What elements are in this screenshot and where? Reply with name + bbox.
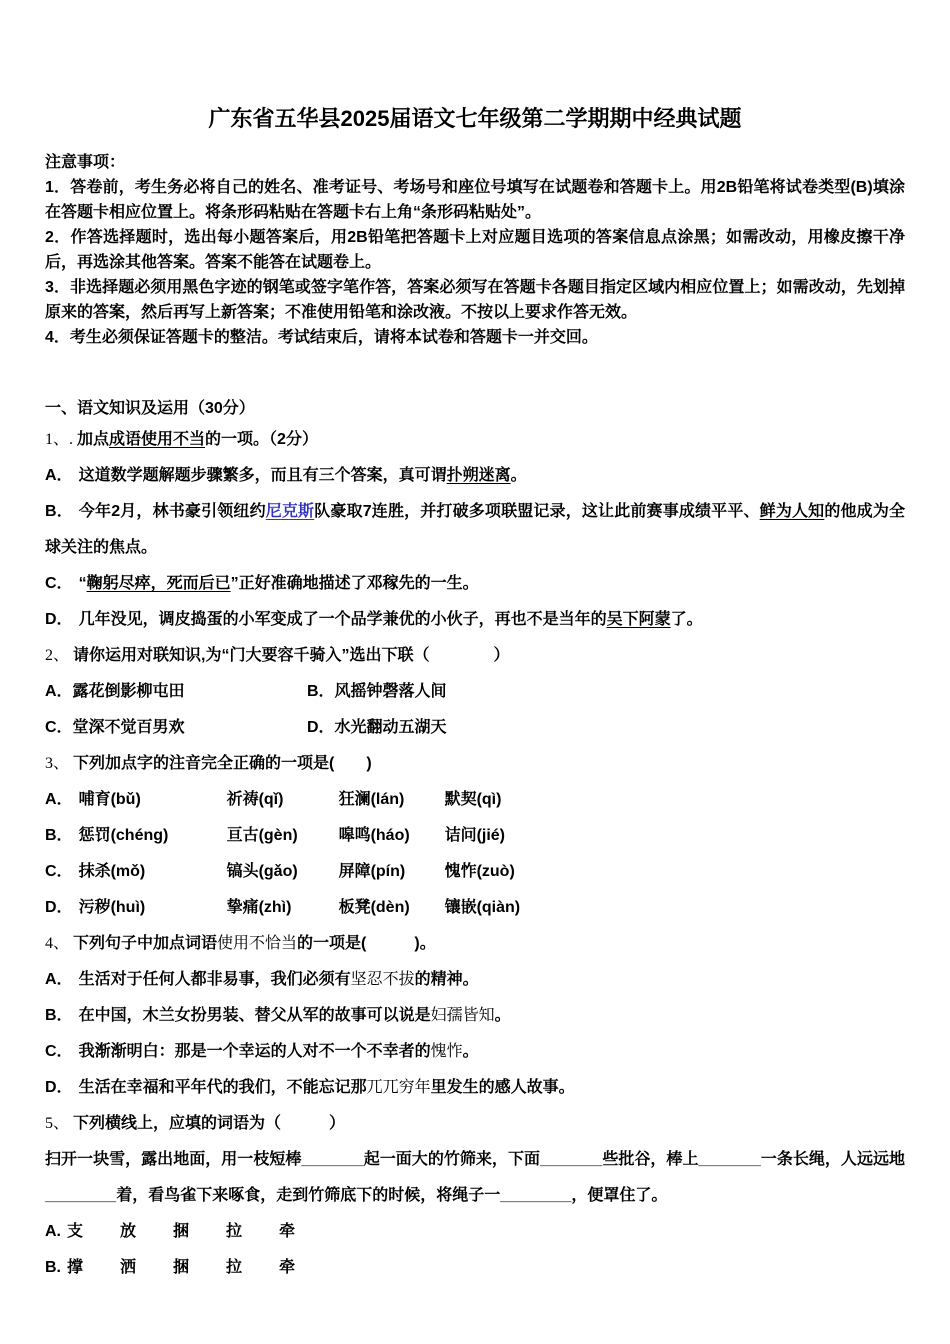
page-title: 广东省五华县2025届语文七年级第二学期期中经典试题	[208, 106, 742, 131]
option-text: A．露花倒影柳屯田	[45, 683, 185, 700]
text-segment: 成语使用不当	[109, 431, 206, 448]
answer-word: 撑	[67, 1259, 84, 1276]
text-segment: 这道数学题解题步骤繁多，而且有三个答案，真可谓	[78, 467, 447, 484]
pinyin-word: 挚痛(zhì)	[226, 899, 292, 916]
text-segment: 的一项是( )。	[297, 935, 436, 952]
question-5-option-b	[45, 1250, 905, 1286]
answer-word: 洒	[120, 1259, 137, 1276]
option-text	[79, 467, 527, 484]
option-text	[79, 575, 479, 592]
option-label: C．	[45, 1043, 73, 1060]
pinyin-word: 镶嵌(qiàn)	[444, 899, 521, 916]
pinyin-word: 亘古(gèn)	[226, 827, 298, 844]
pinyin-word: 哺育(bǔ)	[78, 791, 141, 808]
question-1-option-c	[45, 566, 905, 602]
option-text: C．堂深不觉百男欢	[45, 719, 185, 736]
answer-word: 牵	[279, 1259, 296, 1276]
text-segment: 加点	[77, 431, 110, 448]
option-label: B.	[45, 1259, 61, 1276]
text-segment: 妇孺皆知	[430, 1007, 495, 1024]
pinyin-word: 愧怍(zuò)	[444, 863, 515, 880]
pinyin-word: 默契(qì)	[444, 791, 502, 808]
question-number: 4、	[45, 935, 70, 952]
text-segment: 鲜为人知	[759, 503, 825, 520]
text-segment: 的精神。	[414, 971, 479, 988]
notice-heading: 注意事项：	[45, 154, 126, 171]
option-label: D．	[45, 611, 73, 628]
question-5-passage: 扫开一块雪，露出地面，用一枝短棒_______起一面大的竹筛来，下面_______些批谷，棒上_______一条长绳，人远远地________着，看鸟雀下来啄食，走到竹筛底下的时候，将绳子一________，便罩住了。	[45, 1151, 905, 1204]
option-text	[79, 611, 703, 628]
pinyin-word: 板凳(dèn)	[338, 899, 410, 916]
text-segment: 队豪取7连胜，并打破多项联盟记录，这让此前赛事成绩平平、	[314, 503, 760, 520]
question-stem-text	[73, 935, 436, 952]
pinyin-word: 狂澜(lán)	[338, 791, 405, 808]
question-4-option-a	[45, 962, 905, 998]
text-segment: 里发生的感人故事。	[430, 1079, 575, 1096]
option-label: A．	[45, 791, 73, 808]
pinyin-word: 抹杀(mǒ)	[78, 863, 146, 880]
answer-word: 捆	[173, 1223, 190, 1240]
question-number: 3、	[45, 755, 70, 772]
question-2-options-row	[45, 674, 905, 710]
question-1-stem	[45, 422, 905, 458]
text-segment: 吴下阿蒙	[606, 611, 671, 628]
option-label: C．	[45, 863, 73, 880]
pinyin-word: 嗥鸣(háo)	[338, 827, 410, 844]
question-number: 2、	[45, 647, 70, 664]
question-1-option-b	[45, 494, 905, 566]
option-text	[79, 1043, 479, 1060]
question-stem-text: 下列加点字的注音完全正确的一项是( )	[73, 755, 372, 772]
section-heading: 一、语文知识及运用（30分）	[45, 400, 255, 417]
option-text: D．水光翻动五湖天	[307, 719, 447, 736]
text-segment: 鞠躬尽瘁，死而后已	[86, 575, 231, 592]
question-stem-text	[77, 431, 318, 448]
text-segment: 坚忍不拔	[350, 971, 415, 988]
option-label: B．	[45, 503, 73, 520]
text-segment: 生活在幸福和平年代的我们，不能忘记那	[78, 1079, 367, 1096]
text-segment: 兀兀穷年	[366, 1079, 431, 1096]
text-segment: 生活对于任何人都非易事，我们必须有	[78, 971, 351, 988]
answer-word: 拉	[226, 1223, 243, 1240]
question-3-option-c	[45, 854, 905, 890]
answer-word: 捆	[173, 1259, 190, 1276]
pinyin-word: 祈祷(qǐ)	[226, 791, 284, 808]
question-1-option-a	[45, 458, 905, 494]
question-4-option-b	[45, 998, 905, 1034]
notice-item: 1．答卷前，考生务必将自己的姓名、准考证号、考场号和座位号填写在试题卷和答题卡上。用2B铅笔将试卷类型(B)填涂在答题卡相应位置上。将条形码粘贴在答题卡右上角“条形码粘贴处”。	[45, 179, 905, 221]
answer-word: 放	[120, 1223, 137, 1240]
questions-area	[45, 422, 905, 1286]
notice-section	[45, 150, 905, 350]
option-label: B．	[45, 1007, 73, 1024]
option-label: C．	[45, 575, 73, 592]
question-stem-text: 下列横线上，应填的词语为（ ）	[73, 1115, 346, 1132]
option-text	[45, 503, 905, 556]
text-segment: 。	[494, 1007, 511, 1024]
option-text	[79, 1079, 575, 1096]
text-segment: 我渐渐明白：那是一个幸运的人对不一个不幸者的	[78, 1043, 431, 1060]
question-number: 5、	[45, 1115, 70, 1132]
question-2-stem	[45, 638, 905, 674]
question-3-option-d	[45, 890, 905, 926]
text-segment: ”正好准确地描述了邓稼先的一生。	[230, 575, 479, 592]
text-segment: “	[78, 575, 87, 592]
question-4-stem	[45, 926, 905, 962]
text-segment: 扑朔迷离	[446, 467, 511, 484]
option-text	[79, 1007, 511, 1024]
text-segment: 的一项。（2分）	[205, 431, 318, 448]
question-4-option-d	[45, 1070, 905, 1106]
option-label: A.	[45, 1223, 61, 1240]
answer-word: 牵	[279, 1223, 296, 1240]
question-3-stem	[45, 746, 905, 782]
question-2-options-row	[45, 710, 905, 746]
question-3-option-a	[45, 782, 905, 818]
text-segment: 下列句子中加点词语	[73, 935, 218, 952]
notice-item: 3．非选择题必须用黑色字迹的钢笔或签字笔作答，答案必须写在答题卡各题目指定区域内相应位置上；如需改动，先划掉原来的答案，然后再写上新答案；不准使用铅笔和涂改液。不按以上要求作答无效。	[45, 279, 905, 321]
question-5-option-a	[45, 1214, 905, 1250]
pinyin-word: 屏障(pín)	[338, 863, 406, 880]
question-3-option-b	[45, 818, 905, 854]
pinyin-word: 诘问(jié)	[444, 827, 506, 844]
text-segment: 使用不恰当	[217, 935, 298, 952]
pinyin-word: 镐头(gǎo)	[226, 863, 298, 880]
option-text	[79, 971, 479, 988]
text-segment: 几年没见，调皮捣蛋的小军变成了一个品学兼优的小伙子，再也不是当年的	[78, 611, 607, 628]
question-1-option-d	[45, 602, 905, 638]
text-segment: 今年2月，林书豪引领纽约	[78, 503, 266, 520]
answer-word: 拉	[226, 1259, 243, 1276]
text-segment: 愧怍	[430, 1043, 463, 1060]
question-4-option-c	[45, 1034, 905, 1070]
question-number: 1、.	[45, 431, 74, 448]
text-segment: 的他成为全球关注的焦点。	[45, 503, 905, 556]
text-segment: 。	[462, 1043, 479, 1060]
question-stem-text: 请你运用对联知识,为“门大要容千骑入”选出下联（ ）	[73, 647, 510, 664]
notice-item: 4．考生必须保证答题卡的整洁。考试结束后，请将本试卷和答题卡一并交回。	[45, 329, 598, 346]
option-label: B．	[45, 827, 73, 844]
notice-item: 2．作答选择题时，选出每小题答案后，用2B铅笔把答题卡上对应题目选项的答案信息点涂黑；如需改动，用橡皮擦干净后，再选涂其他答案。答案不能答在试题卷上。	[45, 229, 905, 271]
question-5-stem	[45, 1106, 905, 1142]
option-label: A．	[45, 467, 73, 484]
option-label: A．	[45, 971, 73, 988]
text-segment: 在中国，木兰女扮男装、替父从军的故事可以说是	[78, 1007, 431, 1024]
text-segment: 了。	[670, 611, 703, 628]
option-label: D．	[45, 899, 73, 916]
pinyin-word: 惩罚(chéng)	[78, 827, 169, 844]
text-segment: 。	[510, 467, 527, 484]
inline-hyperlink[interactable]: 尼克斯	[265, 503, 315, 520]
answer-word: 支	[67, 1223, 84, 1240]
option-label: D．	[45, 1079, 73, 1096]
option-text: B．风摇钟磬落人间	[307, 683, 447, 700]
pinyin-word: 污秽(huì)	[78, 899, 146, 916]
